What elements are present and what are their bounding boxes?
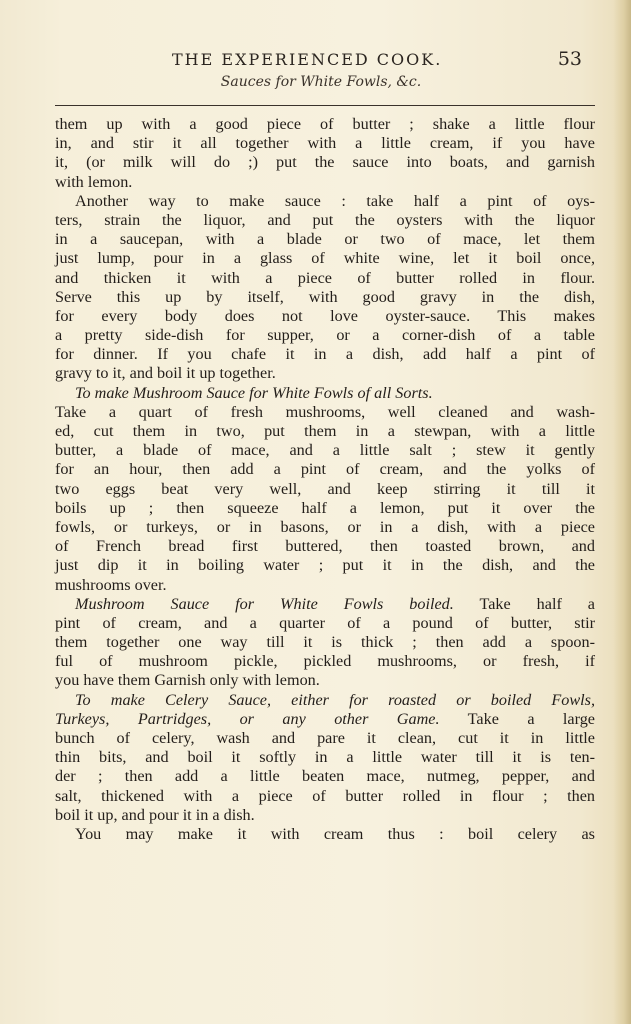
line-text: pint of cream, and a quarter of a pound of butter, stir — [55, 613, 595, 632]
italic-heading: To make Mushroom Sauce for White Fowls of all Sorts. — [75, 383, 433, 402]
text-line — [55, 211, 595, 230]
line-text: boils up ; then squeeze half a lemon, put it over the — [55, 498, 595, 517]
line-text: two eggs beat very well, and keep stirring it till it — [55, 479, 595, 498]
line-text: Take half a — [453, 594, 595, 613]
page-edge-shadow — [613, 0, 631, 1024]
text-line — [55, 364, 595, 383]
line-text: a pretty side-dish for supper, or a corner-dish of a table — [55, 326, 595, 345]
running-head — [50, 44, 590, 74]
text-line — [55, 192, 595, 211]
text-line — [55, 173, 595, 192]
text-line — [55, 691, 595, 710]
text-line — [55, 556, 595, 575]
text-line — [55, 767, 595, 786]
text-line — [55, 787, 595, 806]
text-line — [55, 576, 595, 595]
line-text: ful of mushroom pickle, pickled mushrooms, or fresh, if — [55, 652, 595, 671]
text-line — [55, 115, 595, 134]
line-text: You may make it with cream thus : boil celery as — [75, 824, 595, 843]
line-text: with lemon. — [55, 172, 133, 191]
line-text: der ; then add a little beaten mace, nutmeg, pepper, and — [55, 767, 595, 786]
body-text — [55, 115, 595, 844]
line-text: butter, a blade of mace, and a little salt ; stew it gently — [55, 441, 595, 460]
text-line — [55, 249, 595, 268]
line-text: thin bits, and boil it softly in a little water till it is ten- — [55, 748, 595, 767]
line-text: bunch of celery, wash and pare it clean, cut it in little — [55, 729, 595, 747]
text-line — [55, 269, 595, 288]
line-text: for every body does not love oyster-sauce. This makes — [55, 306, 595, 325]
text-line — [55, 537, 595, 556]
text-line — [55, 806, 595, 825]
line-text: of French bread first buttered, then toasted brown, and — [55, 537, 595, 556]
line-text: fowls, or turkeys, or in basons, or in a dish, with a piece — [55, 517, 595, 536]
text-line — [55, 345, 595, 364]
italic-heading: Mushroom Sauce for White Fowls boiled. — [75, 594, 454, 613]
text-line — [55, 595, 595, 614]
text-line — [55, 134, 595, 153]
text-line — [55, 518, 595, 537]
text-line — [55, 460, 595, 479]
text-line — [55, 441, 595, 460]
text-line — [55, 825, 595, 844]
line-text: Take a large — [439, 709, 595, 728]
line-text: Take a quart of fresh mushrooms, well cleaned and wash- — [55, 402, 595, 421]
line-text: boil it up, and pour it in a dish. — [55, 805, 255, 824]
header-rule — [55, 105, 595, 106]
italic-heading: Turkeys, Partridges, or any other Game. — [55, 709, 440, 728]
text-line — [55, 633, 595, 652]
page-number: 53 — [557, 48, 582, 70]
line-text: in, and stir it all together with a little cream, if you have — [55, 134, 595, 153]
text-line — [55, 729, 595, 748]
text-line — [55, 652, 595, 671]
section-subhead: Sauces for White Fowls, &c. — [220, 74, 422, 90]
text-line — [55, 422, 595, 441]
line-text: you have them Garnish only with lemon. — [55, 671, 320, 690]
text-line — [55, 307, 595, 326]
line-text: just dip it in boiling water ; put it in the dish, and the — [55, 556, 595, 575]
line-text: and thicken it with a piece of butter rolled in flour. — [55, 268, 595, 287]
text-line — [55, 748, 595, 767]
text-line — [55, 384, 595, 403]
line-text: ters, strain the liquor, and put the oysters with the liquor — [55, 210, 595, 229]
line-text: Serve this up by itself, with good gravy in the dish, — [55, 287, 595, 306]
text-line — [55, 153, 595, 172]
line-text: gravy to it, and boil it up together. — [55, 364, 276, 383]
text-line — [55, 671, 595, 690]
line-text: salt, thickened with a piece of butter rolled in flour ; then — [55, 786, 595, 805]
text-line — [55, 230, 595, 249]
line-text: in a saucepan, with a blade or two of mace, let them — [55, 230, 595, 249]
text-line — [55, 614, 595, 633]
italic-heading: To make Celery Sauce, either for roasted or boiled Fowls, — [75, 690, 595, 709]
text-line — [55, 288, 595, 307]
line-text: it, (or milk will do ;) put the sauce into boats, and garnish — [55, 153, 595, 172]
line-text: ed, cut them in two, put them in a stewpan, with a little — [55, 422, 595, 440]
text-line — [55, 480, 595, 499]
line-text: for dinner. If you chafe it in a dish, add half a pint of — [55, 345, 595, 364]
line-text: Another way to make sauce : take half a pint of oys- — [75, 191, 595, 210]
text-line — [55, 326, 595, 345]
line-text: for an hour, then add a pint of cream, and the yolks of — [55, 460, 595, 479]
running-title: THE EXPERIENCED COOK. — [172, 50, 443, 69]
line-text: just lump, pour in a glass of white wine, let it boil once, — [55, 249, 595, 268]
text-line — [55, 499, 595, 518]
line-text: them up with a good piece of butter ; shake a little flour — [55, 115, 595, 133]
text-line — [55, 403, 595, 422]
line-text: mushrooms over. — [55, 575, 167, 594]
line-text: them together one way till it is thick ; then add a spoon- — [55, 633, 595, 652]
text-line — [55, 710, 595, 729]
